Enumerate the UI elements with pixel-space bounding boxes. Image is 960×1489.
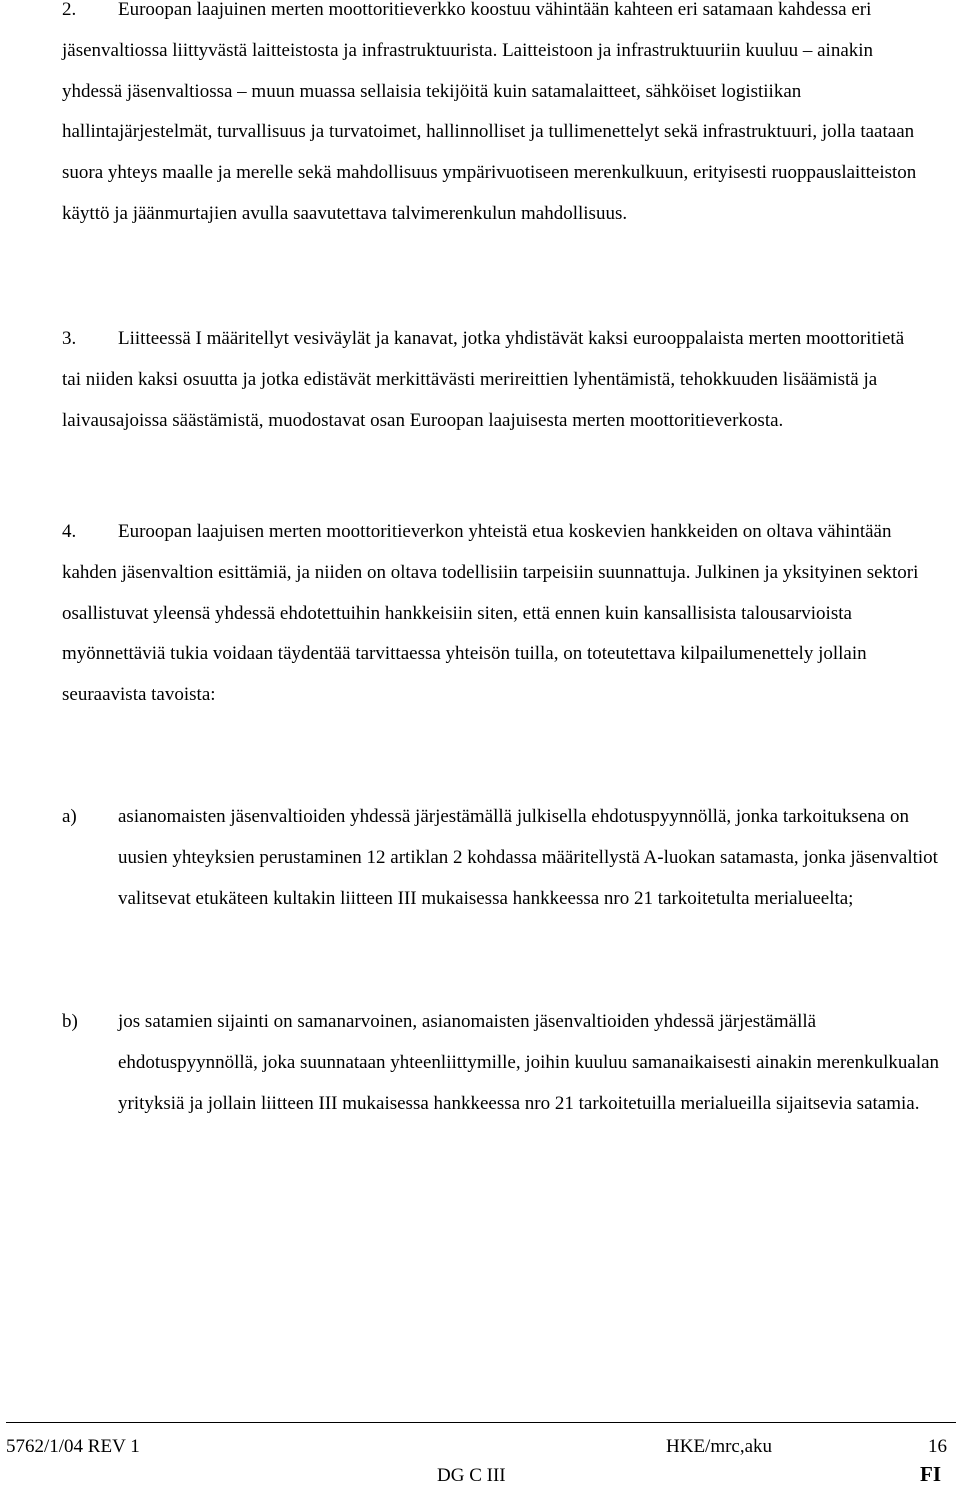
- paragraph-number: 3.: [62, 328, 77, 349]
- footer-author: HKE/mrc,aku: [666, 1436, 773, 1457]
- paragraph-4: [62, 512, 922, 716]
- paragraph-number: 2.: [62, 0, 77, 20]
- paragraph-3: [62, 319, 922, 441]
- list-item-label: a): [62, 806, 77, 827]
- paragraph-text: Euroopan laajuinen merten moottoritieverkko koostuu vähintään kahteen eri satamaan kahdessa eri jäsenvaltiossa liittyvästä laitteistosta ja infrastruktuurista. Laitteistoon ja infrastruktuuriin kuuluu – ainakin yhdessä jäsenvaltiossa – muun muassa sellaisia tekijöitä kuin satamalaitteet, sähköiset logistiikan hallintajärjestelmät, turvallisuus ja turvatoimet, hallinnolliset ja tullimenettelyt sekä infrastruktuuri, jolla taataan suora yhteys maalle ja merelle sekä mahdollisuus ympärivuotiseen merenkulkuun, erityisesti ruoppauslaitteiston käyttö ja jäänmurtajien avulla saavutettava talvimerenkulun mahdollisuus.: [62, 0, 917, 224]
- paragraph-text: Euroopan laajuisen merten moottoritieverkon yhteistä etua koskevien hankkeiden on oltava vähintään kahden jäsenvaltion esittämiä, ja niiden on oltava todellisiin tarpeisiin suunnattuja. Julkinen ja yksityinen sektori osallistuvat yleensä yhdessä ehdotettuihin hankkeisiin siten, että ennen kuin kansallisista talousarvioista myönnettäviä tukia voidaan täydentää tarvittaessa yhteisön tuilla, on toteutettava kilpailumenettely jollain seuraavista tavoista:: [62, 521, 919, 706]
- list-item-label: b): [62, 1011, 78, 1032]
- footer-directorate: DG C III: [437, 1465, 506, 1486]
- list-item-text: asianomaisten jäsenvaltioiden yhdessä järjestämällä julkisella ehdotuspyynnöllä, jonka tarkoituksena on uusien yhteyksien perustaminen 12 artiklan 2 kohdassa määritellystä A-luokan satamasta, jonka jäsenvaltiot valitsevat etukäteen kultakin liitteen III mukaisessa hankkeessa nro 21 tarkoitetulta merialueelta;: [118, 806, 938, 909]
- footer-doc-ref: 5762/1/04 REV 1: [6, 1436, 140, 1457]
- paragraph-text: Liitteessä I määritellyt vesiväylät ja kanavat, jotka yhdistävät kaksi eurooppalaista merten moottoritietä tai niiden kaksi osuutta ja jotka edistävät merkittävästi merireittien lyhentämistä, tehokkuuden lisäämistä ja laivausajoissa säästämistä, muodostavat osan Euroopan laajuisesta merten moottoritieverkosta.: [62, 328, 905, 431]
- footer-divider: [6, 1422, 956, 1423]
- paragraph-number: 4.: [62, 521, 77, 542]
- paragraph-2: [62, 0, 922, 235]
- list-item-text: jos satamien sijainti on samanarvoinen, asianomaisten jäsenvaltioiden yhdessä järjestämällä ehdotuspyynnöllä, joka suunnataan yhteenliittymille, joihin kuuluu samanaikaisesti ainakin merenkulkualan yrityksiä ja jollain liitteen III mukaisessa hankkeessa nro 21 tarkoitetuilla merialueilla sijaitsevia satamia.: [118, 1011, 940, 1114]
- footer-page-number: 16: [928, 1436, 947, 1457]
- footer-language: FI: [920, 1462, 941, 1486]
